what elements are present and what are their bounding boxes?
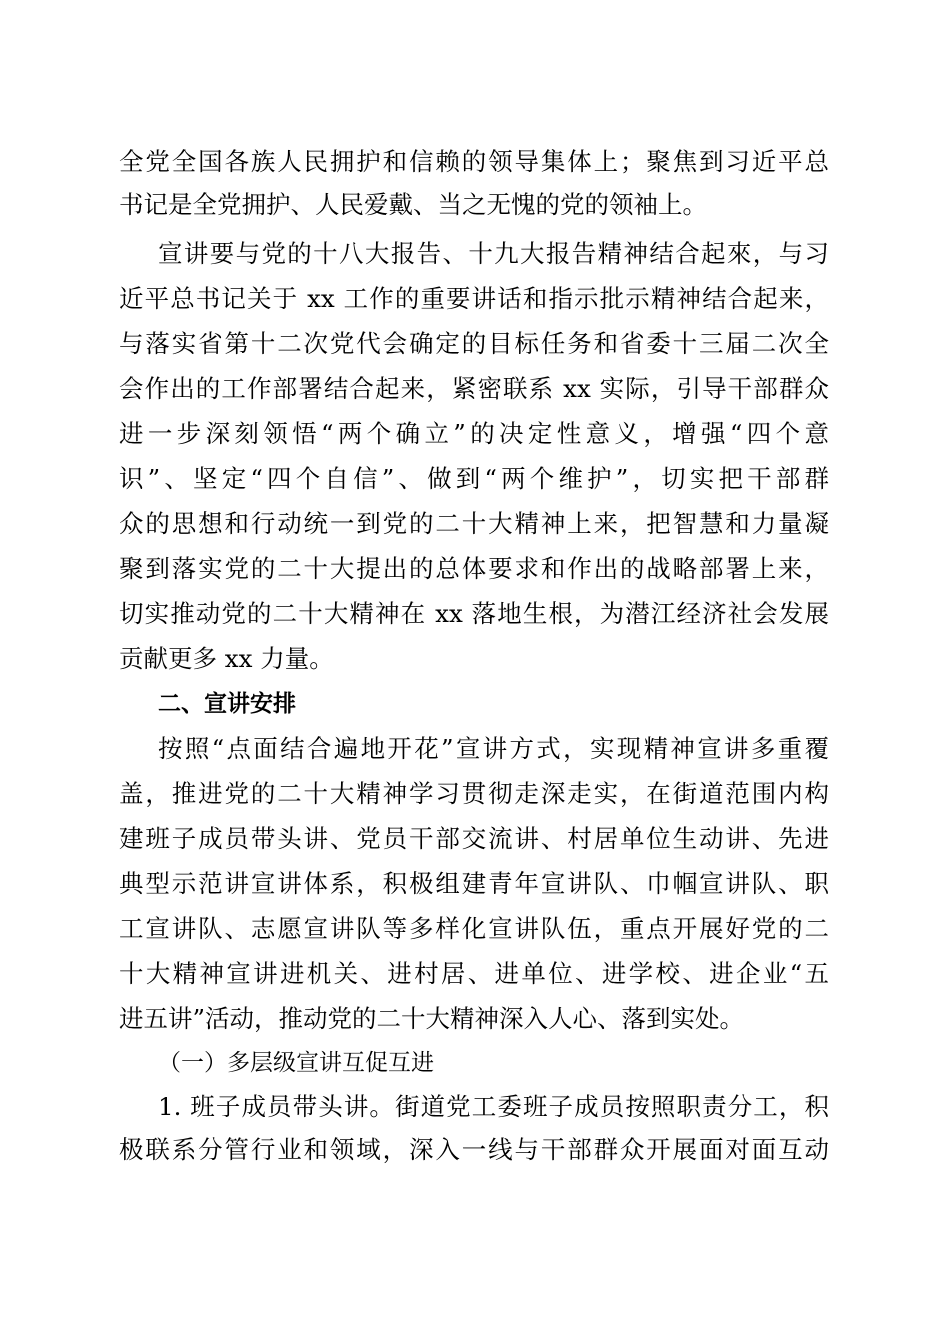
section-heading: 二、宣讲安排 [158, 691, 296, 717]
paragraph-3-line-5: 工宣讲队、志愿宣讲队等多样化宣讲队伍，重点开展好党的二 [119, 914, 829, 943]
paragraph-2-line-9: 切实推动党的二十大精神在 xx 落地生根，为潜江经济社会发展 [119, 599, 829, 628]
paragraph-2-line-5: 进一步深刻领悟“两个确立”的决定性意义，增强“四个意 [119, 419, 829, 448]
paragraph-2-line-3: 与落实省第十二次党代会确定的目标任务和省委十三届二次全 [119, 329, 829, 358]
paragraph-3-line-4: 典型示范讲宣讲体系，积极组建青年宣讲队、巾帼宣讲队、职 [119, 869, 829, 898]
paragraph-2-line-1: 宣讲要与党的十八大报告、十九大报告精神结合起來，与习 [158, 239, 829, 268]
paragraph-2-line-6: 识”、坚定“四个自信”、做到“两个维护”，切实把干部群 [119, 464, 829, 493]
paragraph-1-line-2: 书记是全党拥护、人民爱戴、当之无愧的党的领袖上。 [119, 190, 707, 219]
paragraph-2-line-2: 近平总书记关于 xx 工作的重要讲话和指示批示精神结合起来， [119, 284, 829, 313]
paragraph-3-line-3: 建班子成员带头讲、党员干部交流讲、村居单位生动讲、先进 [119, 824, 829, 853]
paragraph-1-line-1: 全党全国各族人民拥护和信赖的领导集体上；聚焦到习近平总 [119, 147, 829, 176]
paragraph-2-line-10: 贡献更多 xx 力量。 [119, 644, 334, 673]
paragraph-4-line-2: 极联系分管行业和领域，深入一线与干部群众开展面对面互动 [119, 1135, 829, 1164]
paragraph-3-line-7: 进五讲”活动，推动党的二十大精神深入人心、落到实处。 [119, 1004, 745, 1033]
paragraph-4-line-1: 1. 班子成员带头讲。街道党工委班子成员按照职责分工，积 [158, 1092, 829, 1121]
paragraph-2-line-7: 众的思想和行动统一到党的二十大精神上来，把智慧和力量凝 [119, 509, 829, 538]
paragraph-2-line-8: 聚到落实党的二十大提出的总体要求和作出的战略部署上来， [119, 554, 829, 583]
paragraph-2-line-4: 会作出的工作部署结合起来，紧密联系 xx 实际，引导干部群众 [119, 374, 829, 403]
paragraph-3-line-2: 盖，推进党的二十大精神学习贯彻走深走实，在街道范围内构 [119, 779, 829, 808]
paragraph-3-line-1: 按照“点面结合遍地开花”宣讲方式，实现精神宣讲多重覆 [158, 734, 829, 763]
paragraph-3-line-6: 十大精神宣讲进机关、进村居、进单位、进学校、进企业“五 [119, 959, 829, 988]
subsection-heading: （一）多层级宣讲互促互进 [158, 1050, 434, 1076]
